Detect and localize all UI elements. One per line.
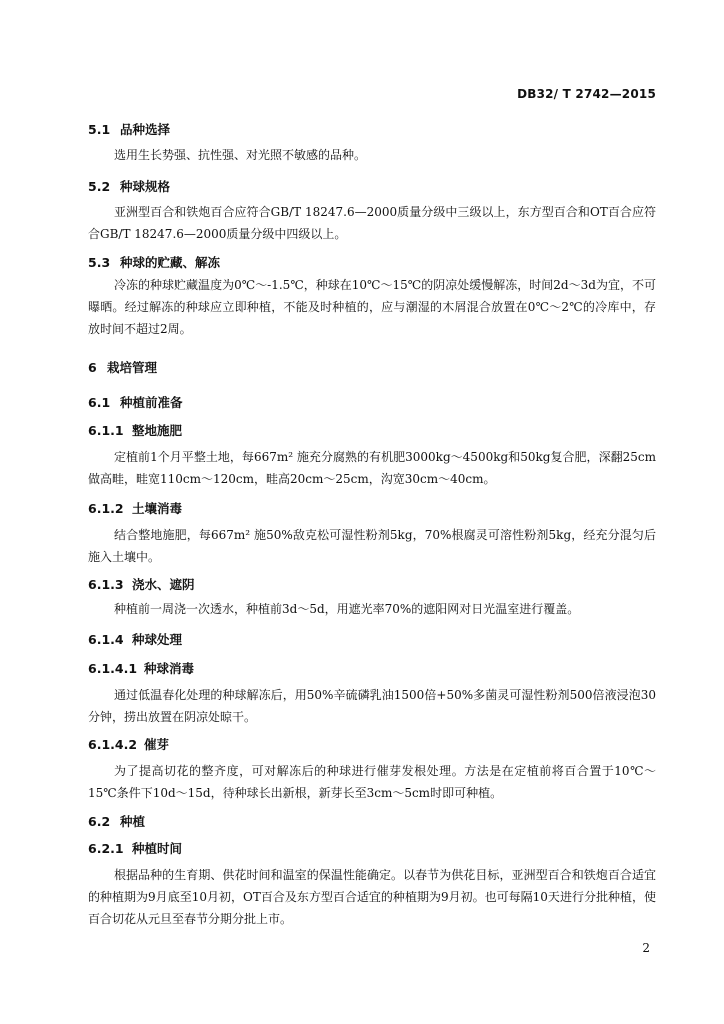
section-heading-6-1-2: [88, 499, 182, 517]
section-title: 栽培管理: [107, 360, 158, 375]
section-title: 土壤消毒: [132, 501, 183, 516]
paragraph-soil-disinfection: 结合整地施肥，每667m² 施50%敌克松可湿性粉剂5kg，70%根腐灵可溶性粉剂5kg，经充分混匀后施入土壤中。: [88, 528, 656, 564]
paragraph-bulb-storage-thawing: 冷冻的种球贮藏温度为0℃～-1.5℃，种球在10℃～15℃的阴凉处缓慢解冻，时间2d～3d为宜，不可曝晒。经过解冻的种球应立即种植，不能及时种植的，应与潮湿的木屑混合放置在0℃～2℃的冷库中，存放时间不超过2周。: [88, 278, 656, 336]
paragraph-planting-time: 根据品种的生育期、供花时间和温室的保温性能确定。以春节为供花目标，亚洲型百合和铁炮百合适宜的种植期为9月底至10月初，OT百合及东方型百合适宜的种植期为9月初。也可每隔10天进行分批种植，使百合切花从元旦至春节分期分批上市。: [88, 868, 656, 926]
section-title: 种球的贮藏、解冻: [120, 255, 221, 270]
section-number: 6.1.4.1: [88, 661, 138, 676]
section-title: 种球规格: [120, 179, 171, 194]
paragraph-bulb-disinfection: 通过低温春化处理的种球解冻后，用50%辛硫磷乳油1500倍+50%多菌灵可湿性粉剂500倍液浸泡30分钟，捞出放置在阴凉处晾干。: [88, 688, 656, 724]
section-number: 6.1.2: [88, 501, 124, 516]
section-heading-6-2: [88, 812, 145, 830]
section-title: 催芽: [144, 737, 170, 752]
document-code: DB32/ T 2742—2015: [517, 87, 656, 101]
paragraph-watering-shading: 种植前一周浇一次透水，种植前3d～5d，用遮光率70%的遮阳网对日光温室进行覆盖。: [114, 602, 580, 616]
paragraph-land-fertilization: 定植前1个月平整土地，每667m² 施充分腐熟的有机肥3000kg～4500kg和50kg复合肥，深翻25cm做高畦，畦宽110cm～120cm，畦高20cm～25cm，沟宽30cm～40cm。: [88, 450, 656, 486]
section-heading-6-2-1: [88, 839, 182, 857]
section-heading-5-1: [88, 120, 170, 138]
section-title: 种植前准备: [120, 395, 183, 410]
section-number: 5.1: [88, 122, 111, 137]
section-number: 6.2: [88, 814, 111, 829]
section-heading-6: [88, 358, 157, 376]
section-heading-6-1: [88, 393, 183, 411]
paragraph-germination: 为了提高切花的整齐度，可对解冻后的种球进行催芽发根处理。方法是在定植前将百合置于10℃～15℃条件下10d～15d，待种球长出新根，新芽长至3cm～5cm时即可种植。: [88, 764, 656, 800]
section-heading-6-1-4-2: [88, 735, 169, 753]
paragraph-variety-selection: 选用生长势强、抗性强、对光照不敏感的品种。: [114, 148, 367, 162]
paragraph-bulb-specification: 亚洲型百合和铁炮百合应符合GB/T 18247.6—2000质量分级中三级以上，东方型百合和OT百合应符合GB/T 18247.6—2000质量分级中四级以上。: [88, 205, 656, 241]
section-number: 6.2.1: [88, 841, 124, 856]
section-title: 种球消毒: [144, 661, 195, 676]
section-heading-6-1-4: [88, 630, 182, 648]
page-number: 2: [642, 941, 650, 955]
section-title: 浇水、遮阴: [132, 577, 195, 592]
section-title: 种植: [120, 814, 146, 829]
section-number: 6.1.4: [88, 632, 124, 647]
section-number: 6.1: [88, 395, 111, 410]
section-heading-5-3: [88, 253, 220, 271]
section-heading-5-2: [88, 177, 170, 195]
section-heading-6-1-4-1: [88, 659, 194, 677]
section-number: 6.1.4.2: [88, 737, 138, 752]
section-number: 5.2: [88, 179, 111, 194]
section-heading-6-1-3: [88, 575, 195, 593]
section-title: 品种选择: [120, 122, 171, 137]
section-number: 6: [88, 360, 97, 375]
section-title: 种球处理: [132, 632, 183, 647]
section-heading-6-1-1: [88, 421, 182, 439]
section-title: 整地施肥: [132, 423, 183, 438]
section-number: 6.1.1: [88, 423, 124, 438]
section-title: 种植时间: [132, 841, 183, 856]
section-number: 5.3: [88, 255, 111, 270]
section-number: 6.1.3: [88, 577, 124, 592]
